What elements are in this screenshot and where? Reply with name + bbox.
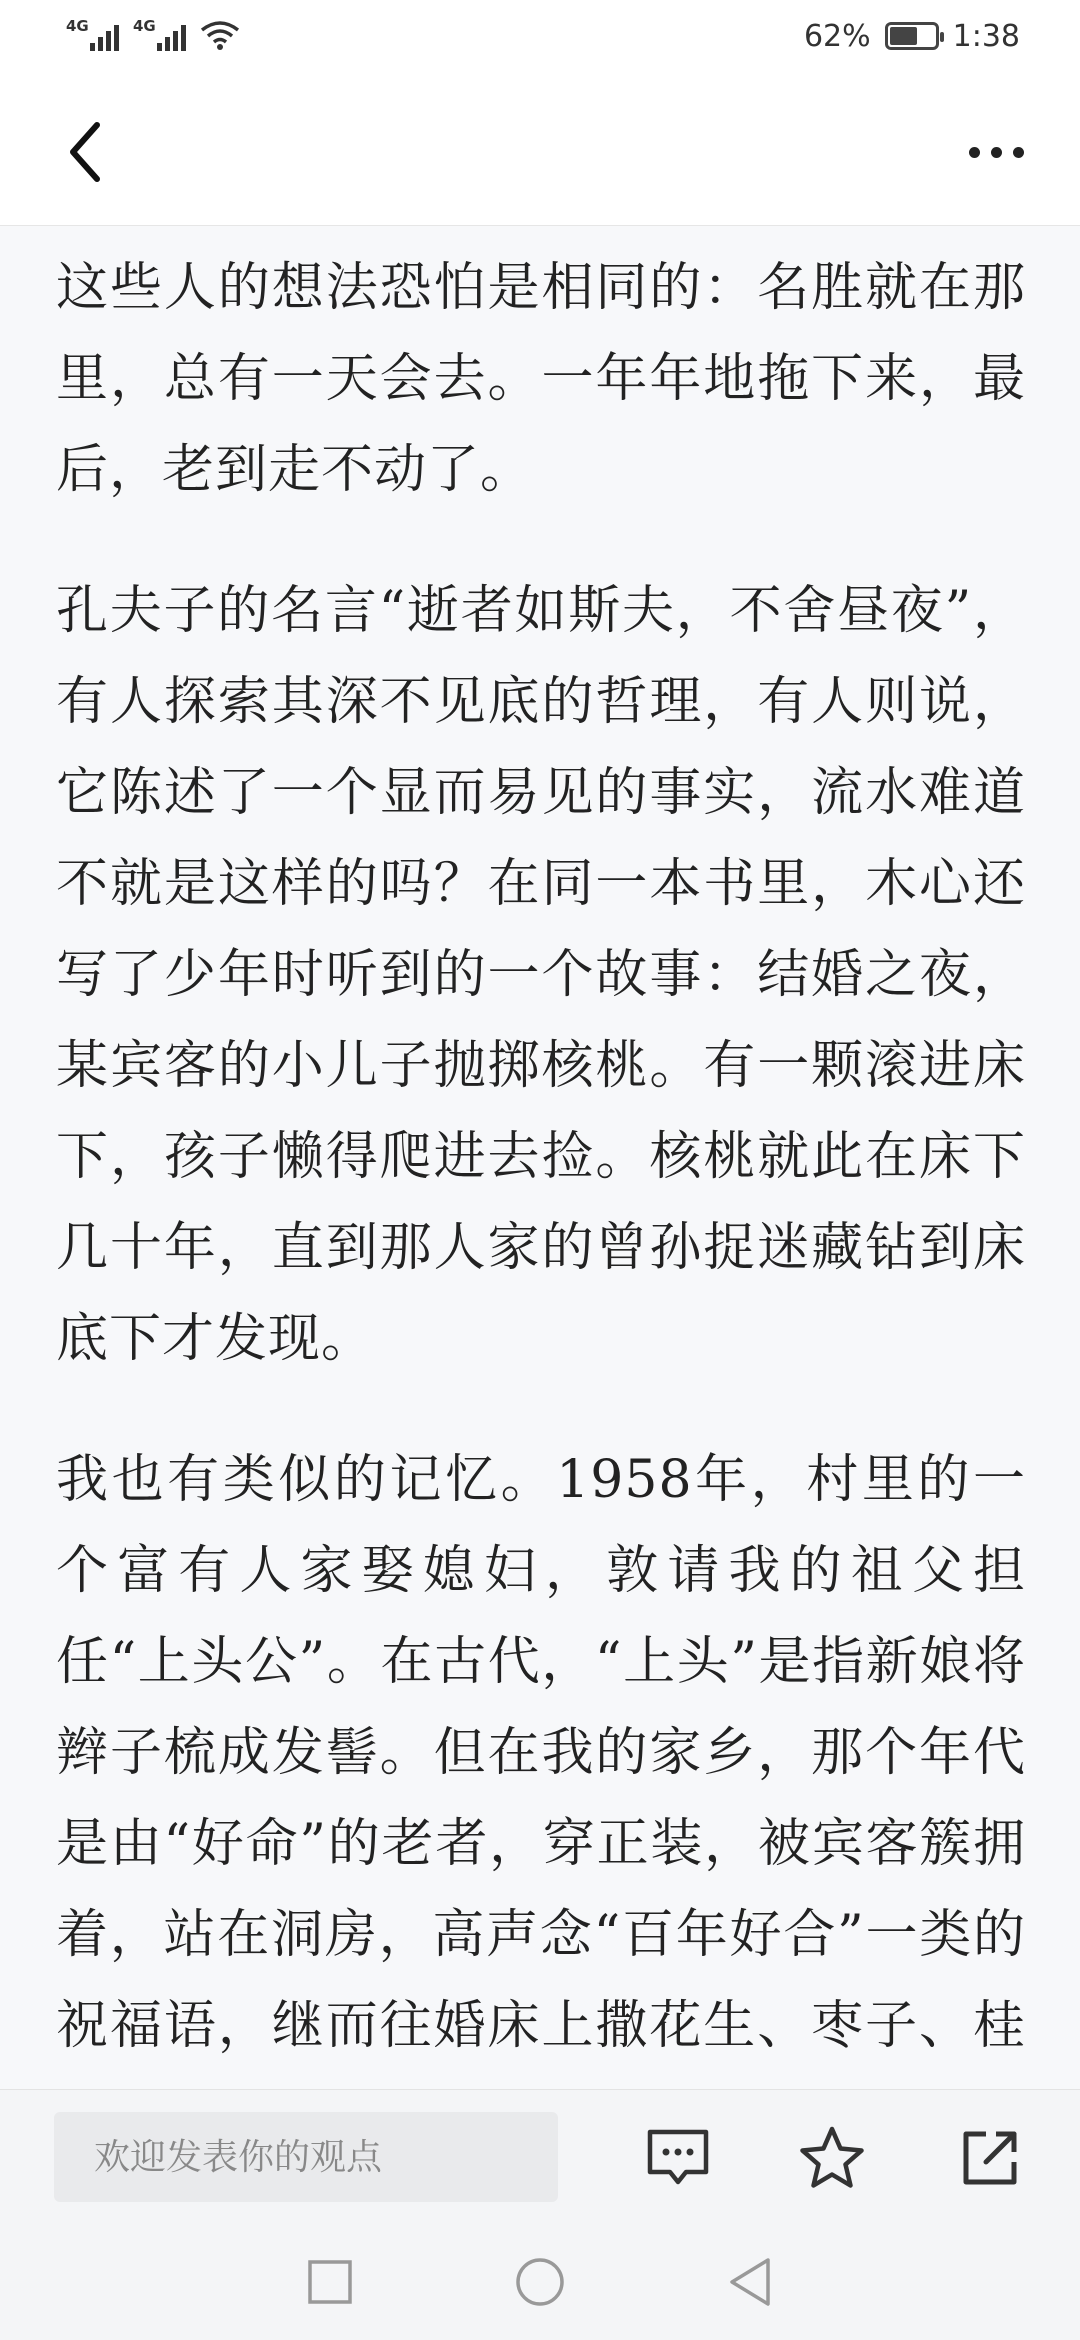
system-nav-bar bbox=[0, 2223, 1080, 2340]
share-button[interactable] bbox=[950, 2120, 1030, 2196]
circle-icon bbox=[514, 2256, 566, 2308]
network-type-1: 4G bbox=[66, 17, 89, 35]
share-icon bbox=[960, 2128, 1020, 2188]
status-left bbox=[66, 17, 240, 52]
network-type-2: 4G bbox=[133, 17, 156, 35]
signal-2-icon bbox=[133, 17, 186, 51]
system-back-button[interactable] bbox=[720, 2252, 780, 2312]
star-icon bbox=[798, 2125, 866, 2191]
article-paragraph-2: 孔夫子的名言“逝者如斯夫，不舍昼夜”，有人探索其深不见底的哲理，有人则说，它陈述了一个显而易见的事实，流水难道不就是这样的吗？在同一本书里，木心还写了少年时听到的一个故事：结婚之夜，某宾客的小儿子抛掷核桃。有一颗滚进床下，孩子懒得爬进去捡。核桃就此在床下几十年，直到那人家的曾孙捉迷藏钻到床底下才发现。 bbox=[56, 581, 1026, 1369]
square-icon bbox=[306, 2258, 354, 2306]
signal-1-icon bbox=[66, 17, 119, 51]
more-dot-icon bbox=[1013, 147, 1024, 158]
battery-icon bbox=[885, 22, 939, 50]
article-body bbox=[0, 227, 1080, 2089]
favorite-button[interactable] bbox=[792, 2120, 872, 2196]
status-bar bbox=[0, 0, 1080, 72]
top-bar bbox=[0, 72, 1080, 226]
recent-apps-button[interactable] bbox=[300, 2252, 360, 2312]
triangle-back-icon bbox=[726, 2256, 774, 2308]
back-button[interactable] bbox=[50, 112, 120, 192]
comment-input[interactable] bbox=[54, 2112, 558, 2202]
wifi-icon bbox=[200, 20, 240, 52]
more-dot-icon bbox=[991, 147, 1002, 158]
clock: 1:38 bbox=[952, 18, 1020, 54]
home-button[interactable] bbox=[510, 2252, 570, 2312]
article-paragraph-1: 这些人的想法恐怕是相同的：名胜就在那里，总有一天会去。一年年地拖下来，最后，老到走不动了。 bbox=[56, 258, 1026, 500]
battery-fill bbox=[890, 27, 917, 45]
chevron-left-icon bbox=[65, 121, 105, 183]
comments-button[interactable] bbox=[638, 2120, 718, 2196]
status-right bbox=[804, 19, 1020, 54]
more-dot-icon bbox=[969, 147, 980, 158]
comment-icon bbox=[646, 2128, 710, 2188]
article-paragraph-3: 我也有类似的记忆。1958年，村里的一个富有人家娶媳妇，敦请我的祖父担任“上头公”。在古代，“上头”是指新娘将辫子梳成发髻。但在我的家乡，那个年代是由“好命”的老者，穿正装，被宾客簇拥着，站在洞房，高声念“百年好合”一类的祝福语，继而往婚床上撒花生、枣子、桂 bbox=[56, 1450, 1026, 2056]
more-button[interactable] bbox=[956, 112, 1036, 192]
comment-bar bbox=[0, 2089, 1080, 2223]
battery-percent: 62% bbox=[803, 18, 871, 54]
